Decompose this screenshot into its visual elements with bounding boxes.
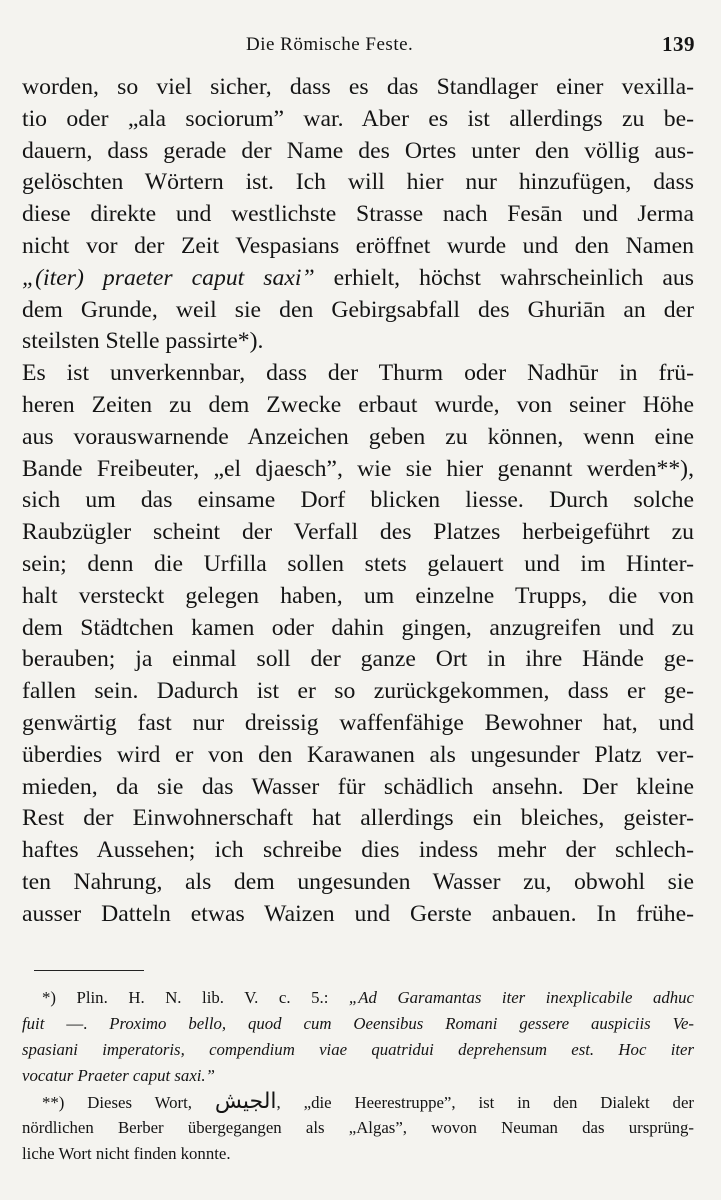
italic-phrase: „Ad Garamantas iter inexplicabile adhuc bbox=[348, 988, 694, 1007]
text-span: , „die Heerestruppe”, ist in den Dialekt der bbox=[276, 1093, 694, 1112]
text-line: haftes Aussehen; ich schreibe dies indess mehr der schlech- bbox=[22, 837, 694, 864]
text-span: erhielt, höchst wahrscheinlich aus bbox=[314, 264, 694, 291]
text-line: dem Grunde, weil sie den Gebirgsabfall des Ghuriān an der bbox=[22, 296, 694, 323]
arabic-word: الجيش bbox=[214, 1089, 277, 1114]
page-number: 139 bbox=[662, 32, 695, 56]
text-line: nicht vor der Zeit Vespasians eröffnet wurde und den Namen bbox=[22, 232, 694, 259]
text-line: worden, so viel sicher, dass es das Standlager einer vexilla- bbox=[22, 74, 694, 100]
main-text bbox=[22, 72, 694, 931]
running-head bbox=[22, 30, 695, 58]
text-line: tio oder „ala sociorum” war. Aber es ist allerdings zu be- bbox=[22, 105, 694, 132]
text-line: ten Nahrung, als dem ungesunden Wasser zu, obwohl sie bbox=[22, 868, 694, 895]
text-line: Bande Freibeuter, „el djaesch”, wie sie hier genannt werden**), bbox=[22, 455, 694, 482]
footnotes bbox=[22, 985, 694, 1167]
text-line: dauern, dass gerade der Name des Ortes unter den völlig aus- bbox=[22, 137, 694, 164]
footnote-line: liche Wort nicht finden konnte. bbox=[22, 1144, 231, 1163]
text-line: dem Städtchen kamen oder dahin gingen, anzugreifen und zu bbox=[22, 614, 694, 641]
text-line: sich um das einsame Dorf blicken liesse. Durch solche bbox=[22, 487, 694, 514]
text-line: diese direkte und westlichste Strasse nach Fesān und Jerma bbox=[22, 201, 694, 228]
text-span: —. bbox=[44, 1014, 110, 1033]
text-line: Raubzügler scheint der Verfall des Platzes herbeigeführt zu bbox=[22, 519, 694, 546]
text-line: sein; denn die Urfilla sollen stets gelauert und im Hinter- bbox=[22, 550, 694, 577]
text-span: **) Dieses Wort, bbox=[42, 1093, 215, 1112]
text-line: steilsten Stelle passirte*). bbox=[22, 328, 264, 355]
text-line: fallen sein. Dadurch ist er so zurückgekommen, dass er ge- bbox=[22, 678, 694, 705]
text-line: ausser Datteln etwas Waizen und Gerste anbauen. In frühe- bbox=[22, 900, 694, 927]
text-line bbox=[22, 263, 694, 295]
footnote-line: nördlichen Berber übergegangen als „Algas”, wovon Neuman das ursprüng- bbox=[22, 1118, 694, 1137]
text-line: Rest der Einwohnerschaft hat allerdings ein bleiches, geister- bbox=[22, 805, 694, 832]
footnote-rule bbox=[34, 970, 144, 971]
text-line: gelöschten Wörtern ist. Ich will hier nur hinzufügen, dass bbox=[22, 169, 694, 196]
footnote-line bbox=[22, 1089, 694, 1115]
running-head-title: Die Römische Feste. bbox=[246, 34, 414, 55]
footnote-line bbox=[22, 1011, 694, 1037]
text-line: aus vorauswarnende Anzeichen geben zu können, wenn eine bbox=[22, 423, 694, 450]
italic-phrase: „(iter) praeter caput saxi” bbox=[22, 264, 315, 291]
text-span: Proximo bello, quod cum Oeensibus Romani gessere auspiciis Ve- bbox=[109, 1014, 694, 1033]
text-line: mieden, da sie das Wasser für schädlich ansehn. Der kleine bbox=[22, 773, 694, 800]
text-line: berauben; ja einmal soll der ganze Ort in ihre Hände ge- bbox=[22, 646, 694, 673]
text-line: Es ist unverkennbar, dass der Thurm oder Nadhūr in frü- bbox=[22, 360, 694, 387]
text-line: genwärtig fast nur dreissig waffenfähige Bewohner hat, und bbox=[22, 709, 694, 736]
footnote-line: spasiani imperatoris, compendium viae quatridui deprehensum est. Hoc iter bbox=[22, 1040, 694, 1059]
text-span: *) Plin. H. N. lib. V. c. 5.: bbox=[42, 988, 349, 1007]
text-line: überdies wird er von den Karawanen als ungesunder Platz ver- bbox=[22, 741, 694, 768]
text-span: fuit bbox=[22, 1014, 45, 1033]
text-line: heren Zeiten zu dem Zwecke erbaut wurde, von seiner Höhe bbox=[22, 391, 694, 418]
text-line: halt versteckt gelegen haben, um einzelne Trupps, die von bbox=[22, 582, 694, 609]
footnote-line bbox=[22, 985, 694, 1011]
footnote-line: vocatur Praeter caput saxi.” bbox=[22, 1066, 215, 1085]
